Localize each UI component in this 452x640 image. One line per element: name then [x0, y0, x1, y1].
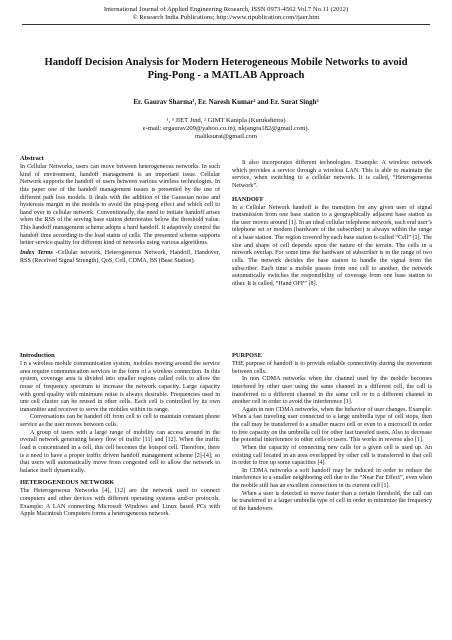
- title-line-2: Ping-Pong - a MATLAB Approach: [147, 70, 305, 81]
- index-terms: [20, 250, 220, 265]
- index-terms-label: Index Terms: [20, 249, 53, 256]
- abstract-heading: Abstract: [20, 155, 44, 162]
- journal-line: International Journal of Applied Engineering Research, ISSN 0973-4562 Vol.7 No.11 (2012): [103, 6, 349, 13]
- intro-paragraph-1: I n a wireless mobile communication system, mobiles moving around the service area require communication services in the form of a wireless connection. In this system, coverage area is divided into smaller regions called cells to allow the reuse of frequency spectrum to increase the network capacity. Large capacity with good quality with minimum noise is always desirable. Frequencies used in one cell cluster can be reused in other cells. Each cell is controlled by its own transmitter and receiver to serve the mobiles within its range.: [20, 361, 220, 413]
- right-column-top: [232, 160, 432, 288]
- title-line-1: Handoff Decision Analysis for Modern Heterogeneous Mobile Networks to avoid: [44, 57, 408, 68]
- publisher-line: © Research India Publications; http://www.ripublication.com/ijaer.htm: [132, 14, 320, 21]
- abstract-body: In Cellular Networks, users can move between heterogeneous networks. In such kind of environment, handoff management is an important issue. Cellular Network supports the handoff of users between various wireless technologies. In this paper one of the handoff management issues is presented by the use of different path loss models. It deals with the addition of the Gaussian noise and hysteresis margin in the models to avoid the ping-pong effect and which cell to hand over in cellular network. Conventionally, the need to initiate handoff arises when the RSS of the serving base station deteriorates below the threshold value. This handoff management scheme adopts a hard handoff. It adaptively control the handoff time according to the load status of cells. The presented scheme supports better service quality for different kind of networks using various algorithms.: [20, 164, 220, 247]
- header-rule: [22, 24, 430, 25]
- purpose-paragraph-1: THE purpose of handoff is to provide reliable connectivity during the movement between cells.: [232, 361, 432, 375]
- heterogeneous-heading: HETEROGENEOUS NETWORK: [20, 479, 115, 487]
- left-column-top: [20, 155, 220, 265]
- purpose-paragraph-2: In non CDMA networks when the channel used by the mobile becomes interfered by other user using the same channel in a different cell, the call is transferred to a different channel in the same cell or to a different channel in another cell in order to avoid the interference [1].: [232, 376, 432, 406]
- email-line-2: maliksurat@gmail.com: [195, 133, 257, 141]
- affiliation: ¹, ³ JIET Jind, ² GIMT Kanipla (Kurukshetra): [166, 117, 286, 124]
- purpose-paragraph-6: When a user is detected to move faster than a certain threshold, the call can be transferred to a larger umbrella type of cell in order to minimize the frequency of the handovers: [232, 490, 432, 512]
- paper-title: [30, 56, 422, 82]
- purpose-paragraph-4: When the capacity of connecting new calls for a given cell is used up. An existing call located in an area overlapped by other cell is transferred to that cell in order to free up some capacities [4].: [232, 444, 432, 467]
- purpose-paragraph-3: Again in non CDMA networks, when the behavior of user changes. Example: When a fast traveling user connected to a large umbrella type of cell stops, then the call may be transferred to a smaller macro cell or even to a microcell in order to free capacity on the umbrella cell for other fast traveled users. Also to decrease the potential interference to other cells or users. This works in reverse also [1].: [232, 406, 432, 444]
- purpose-heading: PURPOSE: [232, 352, 262, 359]
- handoff-heading: HANDOFF: [232, 195, 264, 203]
- introduction-heading: Introduction: [20, 352, 55, 359]
- handoff-paragraph-1: In a Cellular Network handoff is the transition for any given user of signal transmission from one base station to a geographically adjacent base station as the user moves around [1]. In an ideal cellular telephone network, each end user’s telephone set or modem (hardware of the subscriber) is always within the range of a base station. The region covered by each base station is called “Cell” [1]. The size and shape of cell depends upon the nature of the terrain. The cells in a network overlap. For some time the hardware of subscriber is in the range of two cells. The network decides the base station to handle the signal from the subscriber. Each time a mobile passes from one cell to another, the network automatically switches the responsibility of coverage from one base station to other. It is called, “Hand OFF” [8].: [232, 204, 432, 287]
- intro-paragraph-2: Conversations can be handed off from cell to cell to maintain constant phone service as the user moves between cells.: [20, 414, 220, 428]
- right-column-bottom: [232, 352, 432, 514]
- affiliation-block: [30, 117, 422, 142]
- left-column-bottom: [20, 352, 220, 519]
- journal-header: [0, 6, 452, 22]
- purpose-paragraph-5: In CDMA networks a soft handoff may be induced in order to reduce the interference to a smaller neighboring cell due to the “Near Far Effect”, even when the mobile still has an excellent connection in its current cell [1].: [232, 467, 432, 489]
- index-terms-text: -Cellular network, Heterogeneous Network, Handoff, Handover, RSS (Received Signal Strength), QoS, Cell, CDMA, BS (Base Station).: [20, 249, 220, 264]
- author-list: Er. Gaurav Sharma¹, Er. Naresh Kumar² and Er. Surat Singh³: [133, 98, 319, 106]
- hetero-paragraph-1: The Heterogeneous Networks [4], [12] are the network used to connect computers and other devices with different operating systems and/or protocols. Example: A LAN connecting Microsoft Windows and Linux based PCs with Apple Macintosh Computers forms a heterogeneous network.: [20, 488, 220, 518]
- email-line: e-mail: ergaurav209@yahoo.co.in), nkjangra182@gmail.com).: [142, 125, 310, 133]
- intro-paragraph-3: A group of users with a large range of mobility can access around in the overall network generating heavy flow of traffic [11] and [12]. When the traffic load is concentrated in a cell, this cell becomes the hotspot cell. Therefore, there is a need to have a proper traffic driven handoff management scheme [2]-[4]; so that users will automatically move from congested cell to allow the network to balance itself dynamically.: [20, 429, 220, 474]
- hetero-paragraph-2: It also incorporates different technologies. Example: A wireless network which provides a service through a wireless LAN. This is able to maintain the service, when switching to a cellular network. It is called, “Heterogeneous Network”.: [232, 160, 432, 189]
